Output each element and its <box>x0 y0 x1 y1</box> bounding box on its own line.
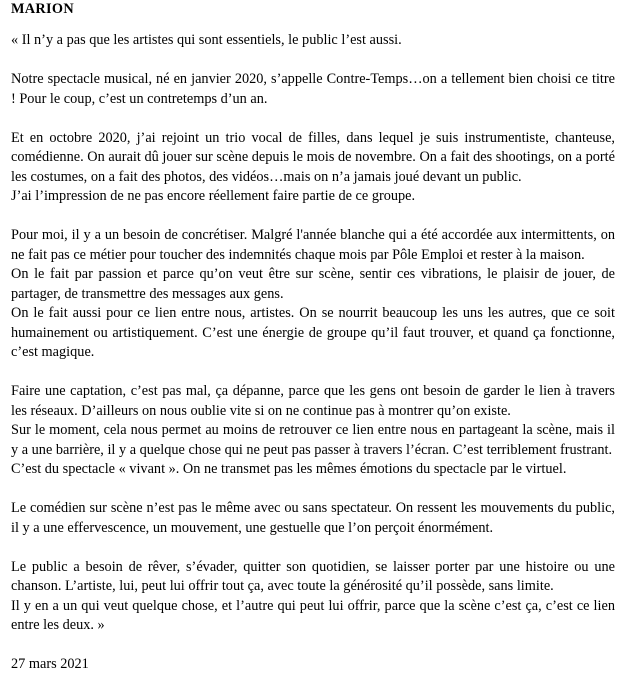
paragraph-2 <box>11 70 615 109</box>
paragraph-line: Et en octobre 2020, j’ai rejoint un trio vocal de filles, dans lequel je suis instrumentiste, chanteuse, comédienne. On aurait dû jouer sur scène depuis le mois de novembre. On a fait des shootings, on a porté les costumes, on a fait des photos, des vidéos…mais on n’a jamais joué devant un public. <box>11 129 615 185</box>
document-page <box>11 0 615 675</box>
paragraph-line: Le comédien sur scène n’est pas le même avec ou sans spectateur. On ressent les mouvements du public, il y a une effervescence, un mouvement, une gestuelle que l’on perçoit énormément. <box>11 500 615 536</box>
paragraph-line: Il y en a un qui veut quelque chose, et l’autre qui peut lui offrir, parce que la scène c’est ça, c’est ce lien entre les deux. » <box>11 597 615 633</box>
paragraph-line: « Il n’y a pas que les artistes qui sont essentiels, le public l’est aussi. <box>11 32 402 48</box>
paragraph-line: J’ai l’impression de ne pas encore réellement faire partie de ce groupe. <box>11 188 416 204</box>
paragraph-line: Le public a besoin de rêver, s’évader, quitter son quotidien, se laisser porter par une histoire ou une chanson. L’artiste, lui, peut lui offrir tout ça, avec toute la générosité qu’il possède, sans limite. <box>11 558 615 594</box>
spacer <box>11 480 615 500</box>
document-title: MARION <box>11 1 74 17</box>
paragraph-line: Sur le moment, cela nous permet au moins de retrouver ce lien entre nous en partageant la scène, mais il y a une barrière, il y a quelque chose qui ne peut pas passer à travers l’écran. C’est terriblement frustrant. <box>11 422 615 458</box>
document-date: 27 mars 2021 <box>11 656 89 672</box>
paragraph-line: On le fait aussi pour ce lien entre nous, artistes. On se nourrit beaucoup les uns les autres, que ce soit humainement ou artistiquement. C’est une énergie de groupe qu’il faut trouver, et quand ça fonctionne, c’est magique. <box>11 305 615 360</box>
paragraph-line: Pour moi, il y a un besoin de concrétiser. Malgré l'année blanche qui a été accordée aux intermittents, on ne fait pas ce métier pour toucher des indemnités chaque mois par Pôle Emploi et rester à la maison. <box>11 227 615 263</box>
spacer <box>11 109 615 129</box>
paragraph-line: Faire une captation, c’est pas mal, ça dépanne, parce que les gens ont besoin de garder le lien à travers les réseaux. D’ailleurs on nous oublie vite si on ne continue pas à montrer qu’on existe. <box>11 383 615 419</box>
paragraph-line: C’est du spectacle « vivant ». On ne transmet pas les mêmes émotions du spectacle par le virtuel. <box>11 461 567 477</box>
spacer <box>11 538 615 558</box>
paragraph-5 <box>11 382 615 480</box>
spacer <box>11 207 615 227</box>
spacer <box>11 636 615 656</box>
spacer <box>11 51 615 71</box>
spacer <box>11 363 615 383</box>
paragraph-line: Notre spectacle musical, né en janvier 2020, s’appelle Contre-Temps…on a tellement bien choisi ce titre ! Pour le coup, c’est un contretemps d’un an. <box>11 71 615 107</box>
paragraph-6 <box>11 499 615 538</box>
spacer <box>11 19 615 31</box>
paragraph-line: On le fait par passion et parce qu’on veut être sur scène, sentir ces vibrations, le plaisir de jouer, de partager, de transmettre des messages aux gens. <box>11 266 615 302</box>
paragraph-1 <box>11 31 615 51</box>
paragraph-7 <box>11 558 615 636</box>
paragraph-4 <box>11 226 615 363</box>
paragraph-3 <box>11 129 615 207</box>
